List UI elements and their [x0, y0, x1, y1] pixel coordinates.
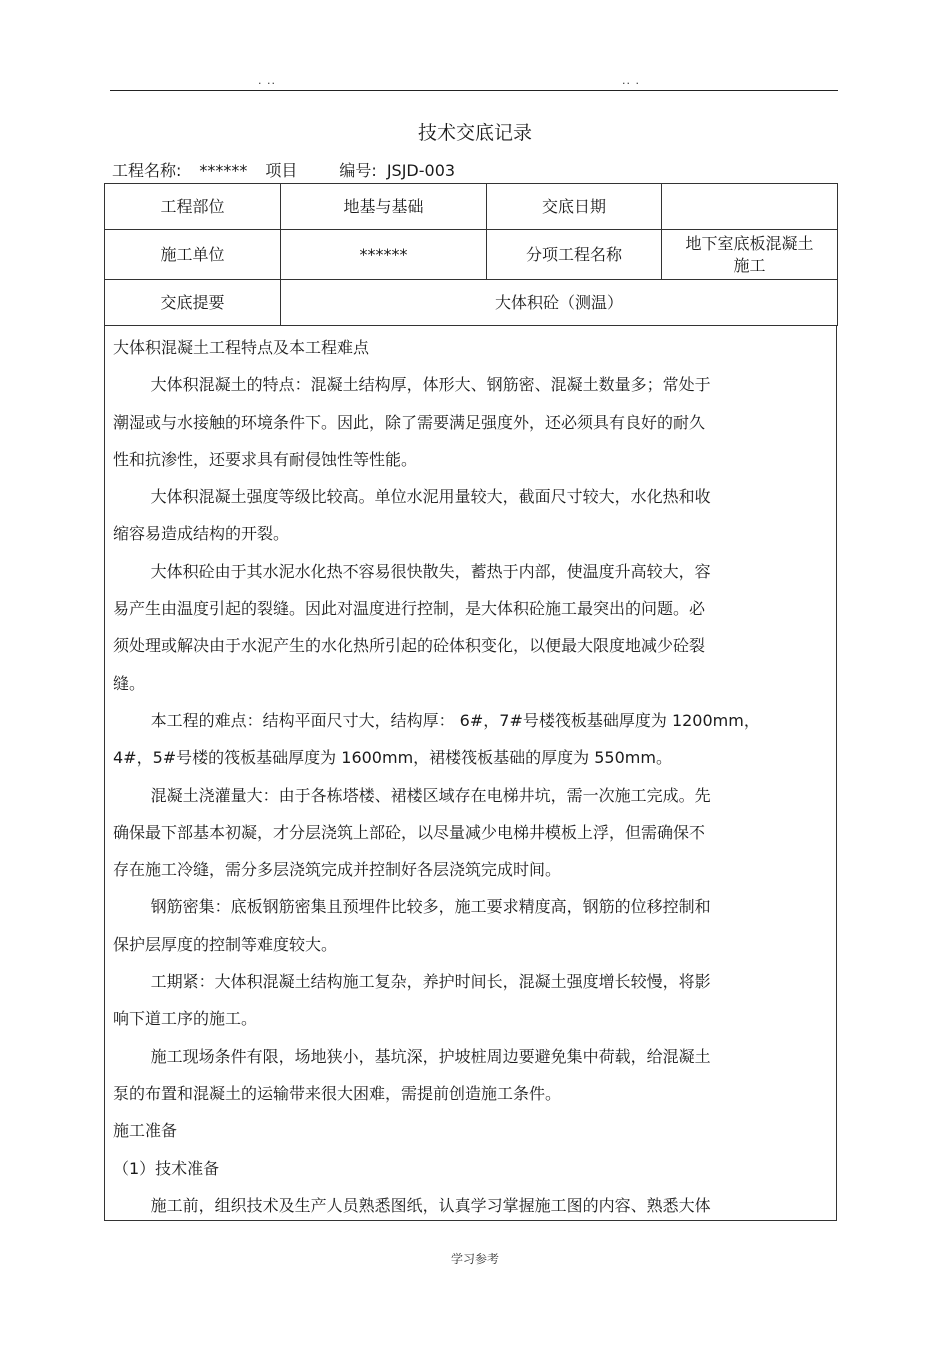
body-line: 施工准备 [113, 1121, 178, 1141]
project-name-label: 工程名称: [112, 161, 182, 180]
body-line: 保护层厚度的控制等难度较大。 [113, 934, 338, 954]
body-line: 大体积砼由于其水泥水化热不容易很快散失，蓄热于内部，使温度升高较大，容 [150, 561, 711, 581]
sub-project-value-line1: 地下室底板混凝土 [685, 233, 814, 253]
body-line: 缝。 [113, 673, 146, 693]
body-line: 大体积混凝土的特点：混凝土结构厚，体形大、钢筋密、混凝土数量多；常处于 [150, 375, 711, 395]
unit-label: 施工单位 [105, 230, 281, 280]
number-value: JSJD-003 [386, 161, 456, 180]
summary-label: 交底提要 [105, 280, 281, 326]
body-line: 确保最下部基本初凝，才分层浇筑上部砼，以尽量减少电梯井模板上浮，但需确保不 [113, 822, 706, 842]
document-title: 技术交底记录 [417, 122, 532, 144]
body-line: 潮湿或与水接触的环境条件下。因此，除了需要满足强度外，还必须具有良好的耐久 [113, 412, 706, 432]
body-line: 缩容易造成结构的开裂。 [113, 524, 290, 544]
table-row [105, 184, 838, 230]
body-line: 大体积混凝土工程特点及本工程难点 [113, 338, 370, 357]
info-table [104, 183, 838, 326]
table-row [105, 280, 838, 326]
sub-project-value [662, 230, 838, 280]
body-line: 混凝土浇灌量大：由于各栋塔楼、裙楼区域存在电梯井坑，需一次施工完成。先 [150, 785, 711, 805]
body-line: 钢筋密集：底板钢筋密集且预埋件比较多，施工要求精度高，钢筋的位移控制和 [150, 897, 711, 917]
header-rule [110, 90, 838, 91]
header-dots-right: .. . [622, 74, 640, 87]
project-name-suffix: 项目 [265, 161, 298, 180]
body-line: 4#，5#号楼的筏板基础厚度为 1600mm，裙楼筏板基础的厚度为 550mm。 [113, 748, 672, 768]
body-line: 本工程的难点：结构平面尺寸大，结构厚： 6#，7#号楼筏板基础厚度为 1200mm， [150, 710, 760, 730]
date-value [662, 184, 838, 230]
table-row [105, 230, 838, 280]
body-line: 性和抗渗性，还要求具有耐侵蚀性等性能。 [113, 449, 418, 469]
sub-project-label: 分项工程名称 [487, 230, 662, 280]
date-label: 交底日期 [487, 184, 662, 230]
body-line: 须处理或解决由于水泥产生的水化热所引起的砼体积变化，以便最大限度地减少砼裂 [113, 636, 706, 656]
unit-value: ****** [281, 230, 487, 280]
body-line: 大体积混凝土强度等级比较高。单位水泥用量较大，截面尺寸较大，水化热和收 [150, 487, 711, 507]
part-label: 工程部位 [105, 184, 281, 230]
disclosure-content-box [104, 325, 837, 1221]
project-name-value: ****** [199, 161, 248, 180]
body-line: 施工现场条件有限，场地狭小，基坑深，护坡桩周边要避免集中荷载，给混凝土 [150, 1046, 711, 1066]
project-meta-line [112, 158, 455, 181]
number-label: 编号: [339, 161, 377, 180]
body-line: 易产生由温度引起的裂缝。因此对温度进行控制，是大体积砼施工最突出的问题。必 [113, 599, 706, 619]
body-line: 响下道工序的施工。 [113, 1009, 258, 1029]
page-footer: 学习参考 [450, 1252, 499, 1266]
body-line: 泵的布置和混凝土的运输带来很大困难，需提前创造施工条件。 [113, 1083, 562, 1103]
body-line: 工期紧：大体积混凝土结构施工复杂，养护时间长，混凝土强度增长较慢，将影 [150, 972, 711, 992]
body-line: 施工前，组织技术及生产人员熟悉图纸，认真学习掌握施工图的内容、熟悉大体 [150, 1195, 711, 1215]
sub-project-value-line2: 施工 [733, 255, 766, 275]
summary-value: 大体积砼（测温） [281, 280, 838, 326]
body-line: 存在施工冷缝，需分多层浇筑完成并控制好各层浇筑完成时间。 [113, 860, 562, 880]
header-dots-left: . .. [258, 74, 276, 87]
disclosure-body [113, 329, 787, 1221]
part-value: 地基与基础 [281, 184, 487, 230]
body-line: （1）技术准备 [113, 1158, 220, 1178]
